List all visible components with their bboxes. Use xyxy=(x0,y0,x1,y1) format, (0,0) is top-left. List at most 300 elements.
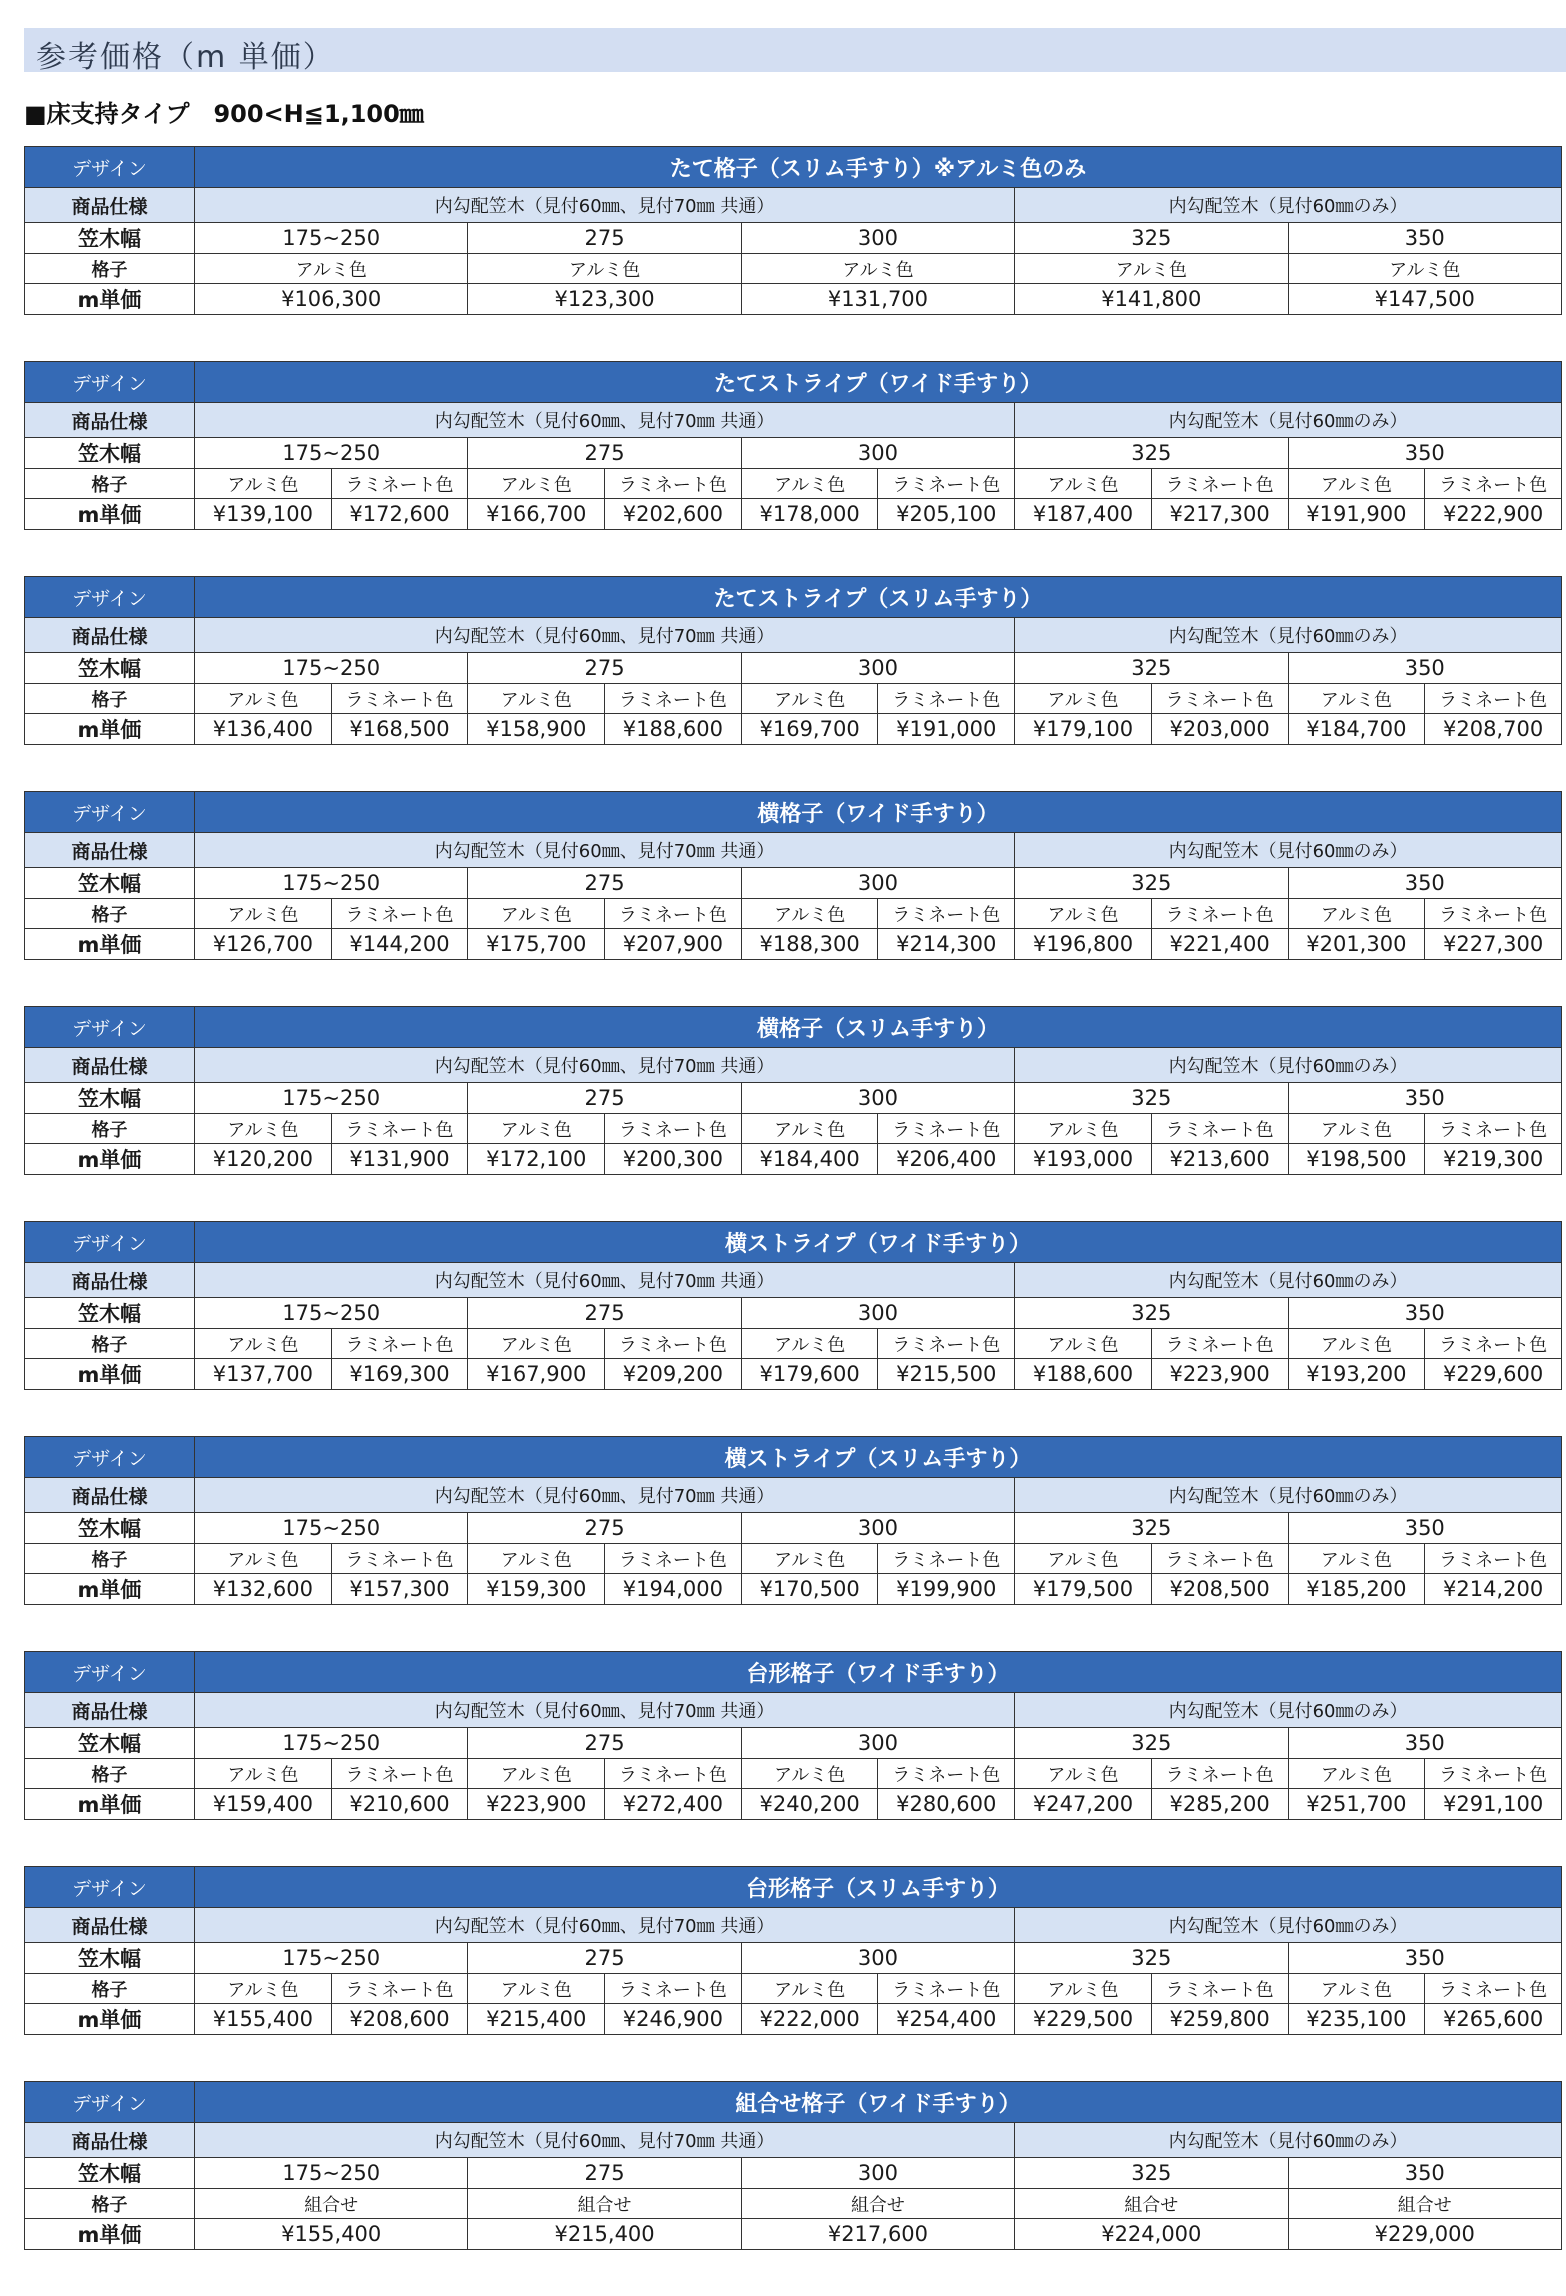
price-value: ¥170,500 xyxy=(741,1574,878,1605)
design-label: デザイン xyxy=(25,1222,195,1263)
design-label: デザイン xyxy=(25,577,195,618)
color-value: ラミネート色 xyxy=(605,469,742,499)
width-value: 275 xyxy=(468,438,741,469)
lattice-label: 格子 xyxy=(25,1114,195,1144)
color-value: アルミ色 xyxy=(741,1759,878,1789)
spec-60only: 内勾配笠木（見付60㎜のみ） xyxy=(1015,1908,1562,1943)
color-value: ラミネート色 xyxy=(878,469,1015,499)
price-label: m単価 xyxy=(25,284,195,315)
width-value: 300 xyxy=(741,1083,1014,1114)
price-value: ¥222,900 xyxy=(1425,499,1562,530)
price-row xyxy=(25,1789,1562,1820)
price-value: ¥179,100 xyxy=(1015,714,1152,745)
price-value: ¥168,500 xyxy=(331,714,468,745)
color-value: ラミネート色 xyxy=(1151,899,1288,929)
color-value: アルミ色 xyxy=(741,1329,878,1359)
design-name: 台形格子（スリム手すり） xyxy=(195,1867,1562,1908)
width-row xyxy=(25,1298,1562,1329)
design-name: 横格子（ワイド手すり） xyxy=(195,792,1562,833)
design-label: デザイン xyxy=(25,2082,195,2123)
price-row xyxy=(25,499,1562,530)
color-value: ラミネート色 xyxy=(1425,899,1562,929)
price-value: ¥221,400 xyxy=(1151,929,1288,960)
section-subtitle: ■床支持タイプ 900<H≦1,100㎜ xyxy=(24,100,424,128)
price-row xyxy=(25,284,1562,315)
color-value: ラミネート色 xyxy=(1151,1759,1288,1789)
price-value: ¥187,400 xyxy=(1015,499,1152,530)
design-row xyxy=(25,792,1562,833)
spec-row xyxy=(25,1263,1562,1298)
width-label: 笠木幅 xyxy=(25,653,195,684)
color-value: アルミ色 xyxy=(741,1974,878,2004)
width-value: 175~250 xyxy=(195,1728,468,1759)
width-value: 275 xyxy=(468,1728,741,1759)
price-value: ¥219,300 xyxy=(1425,1144,1562,1175)
width-value: 350 xyxy=(1288,1083,1562,1114)
price-table xyxy=(24,1221,1562,1390)
lattice-row xyxy=(25,1544,1562,1574)
color-value: 組合せ xyxy=(195,2189,468,2219)
color-value: ラミネート色 xyxy=(1151,1329,1288,1359)
width-row xyxy=(25,653,1562,684)
price-table xyxy=(24,1651,1562,1820)
price-value: ¥208,700 xyxy=(1425,714,1562,745)
design-label: デザイン xyxy=(25,1007,195,1048)
price-value: ¥157,300 xyxy=(331,1574,468,1605)
price-value: ¥139,100 xyxy=(195,499,332,530)
price-table xyxy=(24,361,1562,530)
width-value: 300 xyxy=(741,1728,1014,1759)
design-row xyxy=(25,1652,1562,1693)
price-row xyxy=(25,1359,1562,1390)
price-value: ¥191,900 xyxy=(1288,499,1425,530)
design-row xyxy=(25,1222,1562,1263)
color-value: アルミ色 xyxy=(195,684,332,714)
price-value: ¥265,600 xyxy=(1425,2004,1562,2035)
price-value: ¥169,700 xyxy=(741,714,878,745)
color-value: アルミ色 xyxy=(195,254,468,284)
price-value: ¥247,200 xyxy=(1015,1789,1152,1820)
price-label: m単価 xyxy=(25,2004,195,2035)
price-value: ¥169,300 xyxy=(331,1359,468,1390)
price-label: m単価 xyxy=(25,929,195,960)
spec-common: 内勾配笠木（見付60㎜、見付70㎜ 共通） xyxy=(195,833,1015,868)
spec-label: 商品仕様 xyxy=(25,2123,195,2158)
price-value: ¥240,200 xyxy=(741,1789,878,1820)
price-value: ¥155,400 xyxy=(195,2004,332,2035)
spec-row xyxy=(25,1478,1562,1513)
color-value: ラミネート色 xyxy=(878,1974,1015,2004)
color-value: ラミネート色 xyxy=(331,899,468,929)
lattice-row xyxy=(25,1974,1562,2004)
width-value: 300 xyxy=(741,2158,1014,2189)
lattice-label: 格子 xyxy=(25,684,195,714)
color-value: ラミネート色 xyxy=(605,899,742,929)
color-value: アルミ色 xyxy=(1015,684,1152,714)
width-value: 275 xyxy=(468,1083,741,1114)
width-value: 325 xyxy=(1015,438,1288,469)
price-value: ¥120,200 xyxy=(195,1144,332,1175)
price-label: m単価 xyxy=(25,1359,195,1390)
spec-60only: 内勾配笠木（見付60㎜のみ） xyxy=(1015,1263,1562,1298)
width-value: 175~250 xyxy=(195,1513,468,1544)
price-value: ¥215,400 xyxy=(468,2004,605,2035)
price-value: ¥188,600 xyxy=(605,714,742,745)
color-value: ラミネート色 xyxy=(1151,1974,1288,2004)
price-value: ¥172,100 xyxy=(468,1144,605,1175)
price-value: ¥207,900 xyxy=(605,929,742,960)
spec-common: 内勾配笠木（見付60㎜、見付70㎜ 共通） xyxy=(195,1693,1015,1728)
width-value: 325 xyxy=(1015,653,1288,684)
price-value: ¥179,500 xyxy=(1015,1574,1152,1605)
price-value: ¥193,000 xyxy=(1015,1144,1152,1175)
color-value: ラミネート色 xyxy=(1425,469,1562,499)
price-label: m単価 xyxy=(25,714,195,745)
price-value: ¥229,600 xyxy=(1425,1359,1562,1390)
color-value: ラミネート色 xyxy=(331,1114,468,1144)
spec-label: 商品仕様 xyxy=(25,1263,195,1298)
price-table xyxy=(24,791,1562,960)
price-value: ¥206,400 xyxy=(878,1144,1015,1175)
lattice-row xyxy=(25,469,1562,499)
price-label: m単価 xyxy=(25,1144,195,1175)
color-value: ラミネート色 xyxy=(331,1544,468,1574)
price-value: ¥285,200 xyxy=(1151,1789,1288,1820)
price-value: ¥291,100 xyxy=(1425,1789,1562,1820)
color-value: ラミネート色 xyxy=(878,899,1015,929)
price-value: ¥123,300 xyxy=(468,284,741,315)
spec-label: 商品仕様 xyxy=(25,403,195,438)
price-value: ¥215,500 xyxy=(878,1359,1015,1390)
design-name: 横ストライプ（ワイド手すり） xyxy=(195,1222,1562,1263)
design-label: デザイン xyxy=(25,792,195,833)
color-value: ラミネート色 xyxy=(605,684,742,714)
color-value: アルミ色 xyxy=(1288,1329,1425,1359)
design-row xyxy=(25,577,1562,618)
width-value: 325 xyxy=(1015,868,1288,899)
lattice-label: 格子 xyxy=(25,2189,195,2219)
color-value: アルミ色 xyxy=(195,1544,332,1574)
design-row xyxy=(25,1437,1562,1478)
price-label: m単価 xyxy=(25,1789,195,1820)
price-value: ¥223,900 xyxy=(468,1789,605,1820)
spec-common: 内勾配笠木（見付60㎜、見付70㎜ 共通） xyxy=(195,1908,1015,1943)
color-value: アルミ色 xyxy=(1015,1544,1152,1574)
width-value: 175~250 xyxy=(195,1298,468,1329)
width-row xyxy=(25,2158,1562,2189)
design-row xyxy=(25,362,1562,403)
price-value: ¥200,300 xyxy=(605,1144,742,1175)
color-value: アルミ色 xyxy=(1015,254,1288,284)
color-value: ラミネート色 xyxy=(1151,1114,1288,1144)
lattice-label: 格子 xyxy=(25,254,195,284)
price-value: ¥259,800 xyxy=(1151,2004,1288,2035)
price-value: ¥205,100 xyxy=(878,499,1015,530)
spec-60only: 内勾配笠木（見付60㎜のみ） xyxy=(1015,618,1562,653)
color-value: アルミ色 xyxy=(1015,469,1152,499)
price-value: ¥144,200 xyxy=(331,929,468,960)
width-row xyxy=(25,1943,1562,1974)
design-name: 横ストライプ（スリム手すり） xyxy=(195,1437,1562,1478)
color-value: ラミネート色 xyxy=(605,1329,742,1359)
color-value: ラミネート色 xyxy=(605,1114,742,1144)
width-value: 175~250 xyxy=(195,2158,468,2189)
spec-row xyxy=(25,188,1562,223)
width-value: 275 xyxy=(468,653,741,684)
width-value: 175~250 xyxy=(195,653,468,684)
spec-row xyxy=(25,1908,1562,1943)
lattice-label: 格子 xyxy=(25,469,195,499)
price-value: ¥159,300 xyxy=(468,1574,605,1605)
width-label: 笠木幅 xyxy=(25,1728,195,1759)
price-value: ¥203,000 xyxy=(1151,714,1288,745)
color-value: アルミ色 xyxy=(468,1329,605,1359)
price-value: ¥213,600 xyxy=(1151,1144,1288,1175)
width-value: 350 xyxy=(1288,1513,1562,1544)
color-value: アルミ色 xyxy=(741,254,1014,284)
price-value: ¥246,900 xyxy=(605,2004,742,2035)
spec-common: 内勾配笠木（見付60㎜、見付70㎜ 共通） xyxy=(195,403,1015,438)
price-table xyxy=(24,1006,1562,1175)
price-row xyxy=(25,1574,1562,1605)
color-value: ラミネート色 xyxy=(1425,1114,1562,1144)
price-value: ¥217,300 xyxy=(1151,499,1288,530)
width-value: 275 xyxy=(468,2158,741,2189)
color-value: アルミ色 xyxy=(1288,1544,1425,1574)
width-label: 笠木幅 xyxy=(25,2158,195,2189)
width-value: 300 xyxy=(741,1513,1014,1544)
color-value: 組合せ xyxy=(741,2189,1014,2219)
color-value: ラミネート色 xyxy=(878,1759,1015,1789)
spec-row xyxy=(25,1693,1562,1728)
price-row xyxy=(25,2004,1562,2035)
color-value: ラミネート色 xyxy=(331,1329,468,1359)
width-row xyxy=(25,223,1562,254)
price-value: ¥131,700 xyxy=(741,284,1014,315)
width-value: 325 xyxy=(1015,1083,1288,1114)
price-value: ¥188,600 xyxy=(1015,1359,1152,1390)
design-label: デザイン xyxy=(25,1652,195,1693)
price-value: ¥188,300 xyxy=(741,929,878,960)
width-value: 300 xyxy=(741,653,1014,684)
width-value: 350 xyxy=(1288,868,1562,899)
color-value: アルミ色 xyxy=(1288,1974,1425,2004)
price-value: ¥215,400 xyxy=(468,2219,741,2250)
design-label: デザイン xyxy=(25,362,195,403)
width-label: 笠木幅 xyxy=(25,1513,195,1544)
color-value: ラミネート色 xyxy=(605,1759,742,1789)
price-value: ¥136,400 xyxy=(195,714,332,745)
price-value: ¥199,900 xyxy=(878,1574,1015,1605)
width-value: 350 xyxy=(1288,2158,1562,2189)
spec-label: 商品仕様 xyxy=(25,1478,195,1513)
price-value: ¥210,600 xyxy=(331,1789,468,1820)
color-value: アルミ色 xyxy=(1288,469,1425,499)
price-row xyxy=(25,1144,1562,1175)
color-value: アルミ色 xyxy=(741,684,878,714)
design-name: たて格子（スリム手すり）※アルミ色のみ xyxy=(195,147,1562,188)
spec-label: 商品仕様 xyxy=(25,1693,195,1728)
spec-common: 内勾配笠木（見付60㎜、見付70㎜ 共通） xyxy=(195,1048,1015,1083)
spec-60only: 内勾配笠木（見付60㎜のみ） xyxy=(1015,1048,1562,1083)
color-value: 組合せ xyxy=(1015,2189,1288,2219)
color-value: アルミ色 xyxy=(1288,899,1425,929)
price-value: ¥229,500 xyxy=(1015,2004,1152,2035)
width-label: 笠木幅 xyxy=(25,223,195,254)
price-value: ¥159,400 xyxy=(195,1789,332,1820)
width-value: 300 xyxy=(741,223,1014,254)
spec-60only: 内勾配笠木（見付60㎜のみ） xyxy=(1015,403,1562,438)
width-label: 笠木幅 xyxy=(25,868,195,899)
price-value: ¥155,400 xyxy=(195,2219,468,2250)
width-row xyxy=(25,1728,1562,1759)
color-value: アルミ色 xyxy=(468,254,741,284)
width-value: 175~250 xyxy=(195,438,468,469)
width-value: 350 xyxy=(1288,223,1562,254)
spec-common: 内勾配笠木（見付60㎜、見付70㎜ 共通） xyxy=(195,1478,1015,1513)
color-value: 組合せ xyxy=(1288,2189,1562,2219)
color-value: アルミ色 xyxy=(741,1544,878,1574)
width-value: 350 xyxy=(1288,1943,1562,1974)
color-value: ラミネート色 xyxy=(1151,1544,1288,1574)
color-value: アルミ色 xyxy=(468,684,605,714)
price-value: ¥214,200 xyxy=(1425,1574,1562,1605)
lattice-row xyxy=(25,1329,1562,1359)
design-label: デザイン xyxy=(25,1437,195,1478)
price-value: ¥223,900 xyxy=(1151,1359,1288,1390)
color-value: ラミネート色 xyxy=(1151,469,1288,499)
lattice-label: 格子 xyxy=(25,1974,195,2004)
design-name: たてストライプ（スリム手すり） xyxy=(195,577,1562,618)
price-value: ¥172,600 xyxy=(331,499,468,530)
spec-common: 内勾配笠木（見付60㎜、見付70㎜ 共通） xyxy=(195,188,1015,223)
page-title: 参考価格（m 単価） xyxy=(36,40,335,75)
price-value: ¥224,000 xyxy=(1015,2219,1288,2250)
design-name: たてストライプ（ワイド手すり） xyxy=(195,362,1562,403)
color-value: アルミ色 xyxy=(468,1974,605,2004)
width-value: 325 xyxy=(1015,223,1288,254)
price-value: ¥235,100 xyxy=(1288,2004,1425,2035)
width-value: 300 xyxy=(741,1298,1014,1329)
price-value: ¥280,600 xyxy=(878,1789,1015,1820)
lattice-row xyxy=(25,684,1562,714)
width-value: 350 xyxy=(1288,653,1562,684)
width-value: 275 xyxy=(468,1943,741,1974)
color-value: アルミ色 xyxy=(1288,1114,1425,1144)
width-value: 300 xyxy=(741,868,1014,899)
width-value: 275 xyxy=(468,1298,741,1329)
design-name: 横格子（スリム手すり） xyxy=(195,1007,1562,1048)
price-value: ¥209,200 xyxy=(605,1359,742,1390)
color-value: アルミ色 xyxy=(468,1544,605,1574)
price-value: ¥167,900 xyxy=(468,1359,605,1390)
price-value: ¥184,700 xyxy=(1288,714,1425,745)
color-value: アルミ色 xyxy=(741,899,878,929)
design-row xyxy=(25,147,1562,188)
width-value: 325 xyxy=(1015,2158,1288,2189)
price-label: m単価 xyxy=(25,1574,195,1605)
price-value: ¥208,600 xyxy=(331,2004,468,2035)
lattice-row xyxy=(25,1759,1562,1789)
width-value: 350 xyxy=(1288,1728,1562,1759)
price-value: ¥222,000 xyxy=(741,2004,878,2035)
color-value: アルミ色 xyxy=(1288,1759,1425,1789)
color-value: アルミ色 xyxy=(1015,1759,1152,1789)
color-value: ラミネート色 xyxy=(1425,1759,1562,1789)
lattice-row xyxy=(25,2189,1562,2219)
lattice-row xyxy=(25,1114,1562,1144)
price-value: ¥227,300 xyxy=(1425,929,1562,960)
price-value: ¥137,700 xyxy=(195,1359,332,1390)
width-value: 325 xyxy=(1015,1513,1288,1544)
width-label: 笠木幅 xyxy=(25,1083,195,1114)
price-value: ¥198,500 xyxy=(1288,1144,1425,1175)
color-value: ラミネート色 xyxy=(1425,684,1562,714)
design-label: デザイン xyxy=(25,1867,195,1908)
color-value: ラミネート色 xyxy=(878,684,1015,714)
price-value: ¥178,000 xyxy=(741,499,878,530)
width-row xyxy=(25,438,1562,469)
price-value: ¥194,000 xyxy=(605,1574,742,1605)
spec-label: 商品仕様 xyxy=(25,618,195,653)
color-value: アルミ色 xyxy=(1015,899,1152,929)
price-value: ¥179,600 xyxy=(741,1359,878,1390)
page-title-bar xyxy=(24,28,1566,75)
width-label: 笠木幅 xyxy=(25,1298,195,1329)
color-value: 組合せ xyxy=(468,2189,741,2219)
price-table xyxy=(24,576,1562,745)
price-value: ¥196,800 xyxy=(1015,929,1152,960)
price-value: ¥132,600 xyxy=(195,1574,332,1605)
color-value: アルミ色 xyxy=(468,1759,605,1789)
color-value: アルミ色 xyxy=(195,899,332,929)
price-value: ¥193,200 xyxy=(1288,1359,1425,1390)
price-value: ¥106,300 xyxy=(195,284,468,315)
spec-60only: 内勾配笠木（見付60㎜のみ） xyxy=(1015,1693,1562,1728)
color-value: アルミ色 xyxy=(1015,1974,1152,2004)
spec-60only: 内勾配笠木（見付60㎜のみ） xyxy=(1015,188,1562,223)
price-value: ¥141,800 xyxy=(1015,284,1288,315)
price-value: ¥254,400 xyxy=(878,2004,1015,2035)
spec-common: 内勾配笠木（見付60㎜、見付70㎜ 共通） xyxy=(195,618,1015,653)
color-value: ラミネート色 xyxy=(878,1114,1015,1144)
price-value: ¥229,000 xyxy=(1288,2219,1562,2250)
color-value: アルミ色 xyxy=(1288,254,1562,284)
spec-row xyxy=(25,2123,1562,2158)
price-value: ¥147,500 xyxy=(1288,284,1562,315)
width-value: 300 xyxy=(741,1943,1014,1974)
price-row xyxy=(25,929,1562,960)
color-value: ラミネート色 xyxy=(331,684,468,714)
price-value: ¥131,900 xyxy=(331,1144,468,1175)
spec-common: 内勾配笠木（見付60㎜、見付70㎜ 共通） xyxy=(195,1263,1015,1298)
width-value: 350 xyxy=(1288,1298,1562,1329)
spec-row xyxy=(25,403,1562,438)
price-value: ¥272,400 xyxy=(605,1789,742,1820)
color-value: アルミ色 xyxy=(195,469,332,499)
color-value: アルミ色 xyxy=(195,1329,332,1359)
price-table xyxy=(24,146,1562,315)
width-row xyxy=(25,868,1562,899)
width-row xyxy=(25,1083,1562,1114)
spec-row xyxy=(25,1048,1562,1083)
color-value: アルミ色 xyxy=(195,1114,332,1144)
color-value: アルミ色 xyxy=(468,899,605,929)
spec-label: 商品仕様 xyxy=(25,833,195,868)
color-value: アルミ色 xyxy=(1288,684,1425,714)
width-value: 325 xyxy=(1015,1943,1288,1974)
width-value: 175~250 xyxy=(195,868,468,899)
